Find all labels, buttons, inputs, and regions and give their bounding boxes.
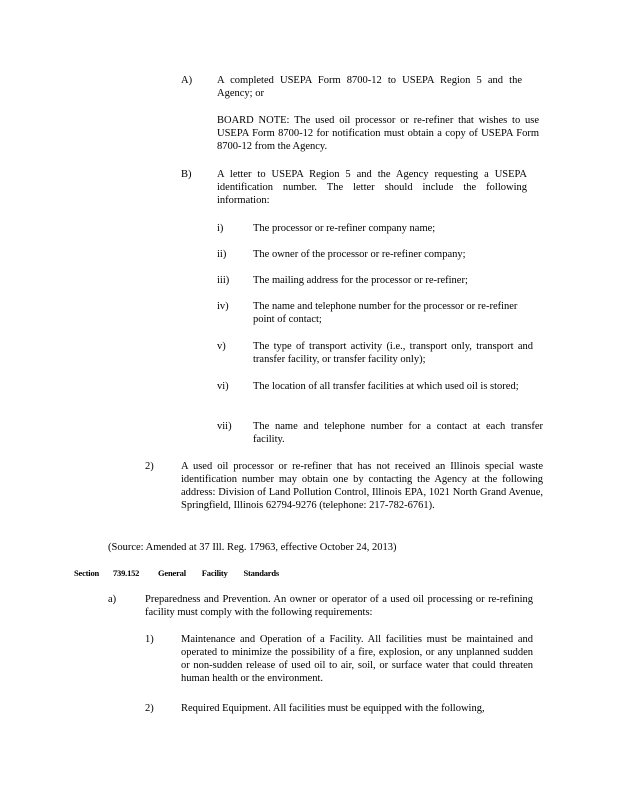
subitem-label: iii) xyxy=(217,275,230,286)
subitem-label: vii) xyxy=(217,421,232,432)
subitem-text: The type of transport activity (i.e., transport only, transport and transfer facility, or transfer facility only); xyxy=(253,341,533,365)
subitem-text: The mailing address for the processor or re-refiner; xyxy=(253,275,468,286)
subitem-label: v) xyxy=(217,341,226,352)
source-note: (Source: Amended at 37 Ill. Reg. 17963, effective October 24, 2013) xyxy=(108,542,397,553)
subitem-text: The name and telephone number for the processor or re-refiner point of contact; xyxy=(253,301,518,325)
subitem-label: i) xyxy=(217,223,224,234)
item-label-B: B) xyxy=(181,169,192,180)
subitem-label: vi) xyxy=(217,381,229,392)
subitem-text: The owner of the processor or re-refiner company; xyxy=(253,249,466,260)
section-title: General Facility Standards xyxy=(158,568,280,578)
a-item-label: 1) xyxy=(145,634,154,645)
subitem-label: ii) xyxy=(217,249,227,260)
subsection-label-a: a) xyxy=(108,594,117,605)
subitem-text: The location of all transfer facilities at which used oil is stored; xyxy=(253,381,519,392)
a-item-text: Required Equipment. All facilities must be equipped with the following, xyxy=(181,703,485,714)
subsection-text-a: Preparedness and Prevention. An owner or operator of a used oil processing or re-refining facility must comply with the following requirements: xyxy=(145,594,533,618)
item-label-A: A) xyxy=(181,75,193,86)
section-number: 739.152 xyxy=(113,568,140,578)
subitem-text: The processor or re-refiner company name; xyxy=(253,223,436,234)
section-label: Section xyxy=(74,568,100,578)
board-note: BOARD NOTE: The used oil processor or re-refiner that wishes to use USEPA Form 8700-12 for notification must obtain a copy of USEPA Form 8700-12 from the Agency. xyxy=(217,115,539,152)
item-text-A: A completed USEPA Form 8700-12 to USEPA Region 5 and the Agency; or xyxy=(217,75,522,99)
subitem-label: iv) xyxy=(217,301,229,312)
a-item-label: 2) xyxy=(145,703,154,714)
item-label-2: 2) xyxy=(145,461,154,472)
a-item-text: Maintenance and Operation of a Facility. All facilities must be maintained and operated to minimize the possibility of a fire, explosion, or any unplanned sudden or non-sudden release of used oil to air, soil, or surface water that could threaten human health or the environment. xyxy=(181,634,533,684)
item-text-2: A used oil processor or re-refiner that has not received an Illinois special waste identification number may obtain one by contacting the Agency at the following address: Division of Land Pollution Control, Illinois EPA, 1021 North Grand Avenue, Springfield, Illinois 62794-9276 (telephone: 217-782-6761). xyxy=(181,461,543,511)
item-text-B: A letter to USEPA Region 5 and the Agency requesting a USEPA identification number. The letter should include the following information: xyxy=(217,169,527,206)
subitem-text: The name and telephone number for a contact at each transfer facility. xyxy=(253,421,543,445)
